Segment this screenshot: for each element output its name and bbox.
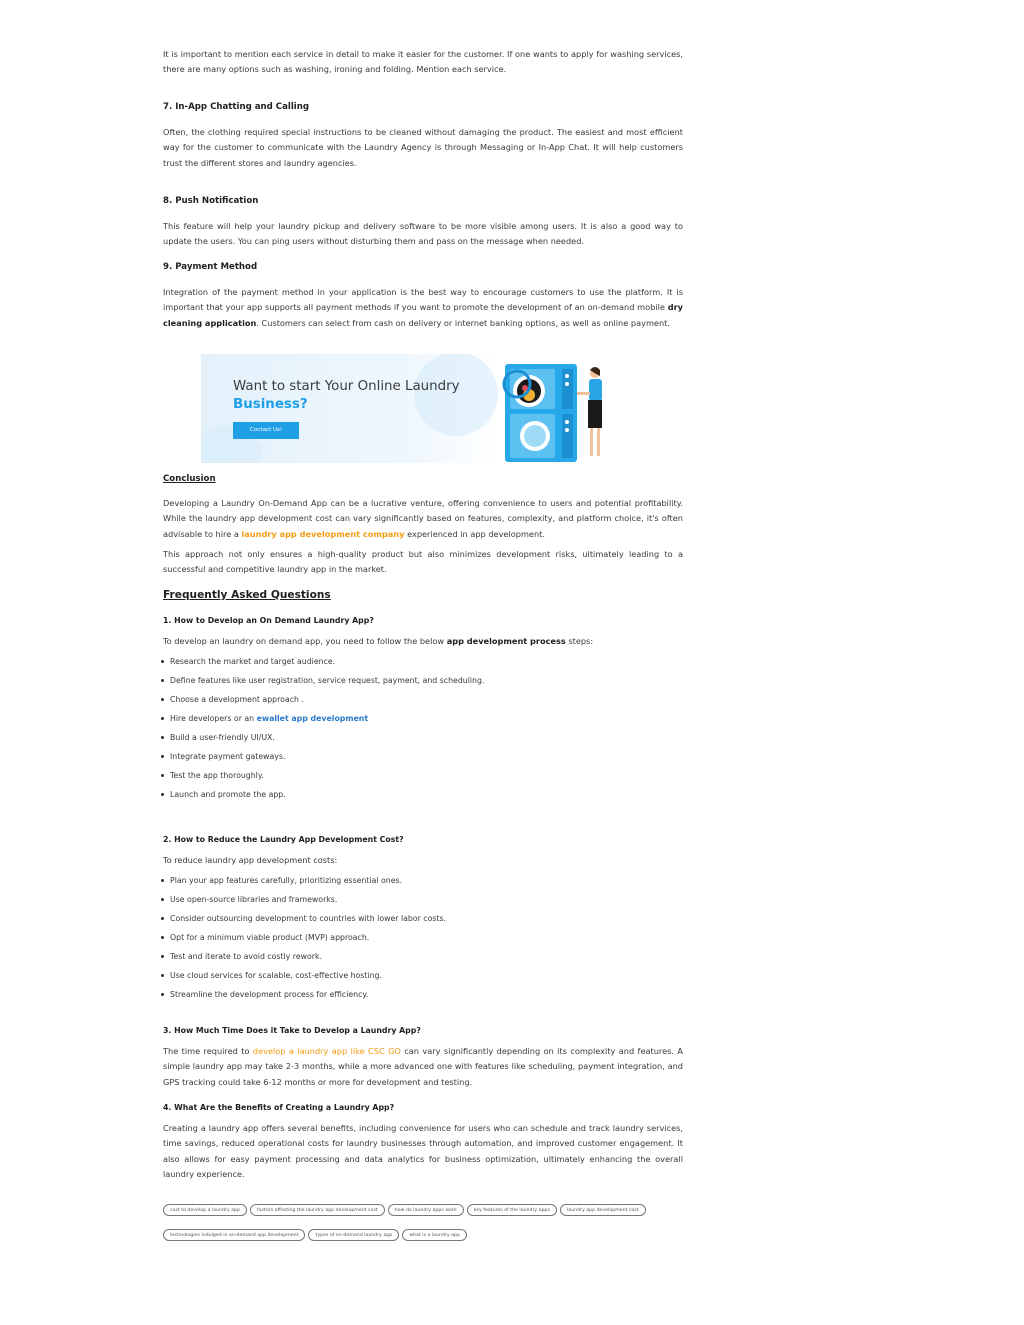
banner-title-line1: Want to start Your Online Laundry [233,379,460,394]
faq-q4-text: Creating a laundry app offers several benefits, including convenience for users who can schedule and track laundry services, time savings, reduced operational costs for laundry businesses through automation, and improved customer engagement. It also allows for easy payment processing and data analytics for business optimization, ultimately enhancing the overall laundry experience. [163,1123,683,1179]
tag[interactable]: factors affecting the laundry app development cost [250,1204,385,1216]
tag[interactable]: key features of the laundry apps [467,1204,557,1216]
section-9-text-end: . Customers can select from cash on delivery or internet banking options, as well as online payment. [256,317,670,328]
faq-q1-title: 1. How to Develop an On Demand Laundry App? [163,616,374,625]
section-8-body [163,219,683,250]
faq-q1-intro-start: To develop an laundry on demand app, you need to follow the below [163,636,447,646]
list-item: Choose a development approach . [163,694,683,713]
laundry-business-banner[interactable] [201,354,609,463]
list-item: Use cloud services for scalable, cost-effective hosting. [163,970,683,989]
faq-q1-intro-end: steps: [565,636,594,646]
list-item: Use open-source libraries and frameworks. [163,894,683,913]
faq-q2-list [163,875,683,1008]
list-item: Launch and promote the app. [163,789,683,808]
section-7-text: Often, the clothing required special instructions to be cleaned without damaging the product. The easiest and most efficient way for the customer to communicate with the Laundry Agency is through Messaging or In-App Chat. It will help customers trust the different stores and laundry agencies. [163,127,683,168]
faq-q3-title: 3. How Much Time Does it Take to Develop a Laundry App? [163,1026,421,1035]
conclusion-body [163,496,683,577]
app-development-process-bold: app development process [446,636,566,646]
list-item-text: Hire developers or an [170,714,257,724]
ewallet-app-development-link[interactable]: ewallet app development [256,714,369,724]
develop-laundry-app-link[interactable]: develop a laundry app like CSC GO [252,1046,401,1056]
tag[interactable]: how do laundry apps work [388,1204,464,1216]
faq-q4-title: 4. What Are the Benefits of Creating a Laundry App? [163,1103,395,1112]
faq-q3-text [163,1044,683,1090]
list-item: Define features like user registration, service request, payment, and scheduling. [163,675,683,694]
list-item: Test the app thoroughly. [163,770,683,789]
faq-q3-text-start: The time required to [163,1046,253,1056]
faq-heading: Frequently Asked Questions [163,589,331,601]
tag[interactable]: what is a laundry app [402,1229,467,1241]
faq-q2-title: 2. How to Reduce the Laundry App Development Cost? [163,835,404,844]
section-7-body [163,125,683,171]
conclusion-heading: Conclusion [163,474,216,484]
tag-list [163,1196,703,1246]
section-8-heading: 8. Push Notification [163,196,259,206]
section-8-text: This feature will help your laundry pickup and delivery software to be more visible among users. It is also a good way to update the users. You can ping users without disturbing them and pass on the message when needed. [163,221,683,247]
section-9-body [163,285,683,331]
conclusion-p1-start: Developing a Laundry On-Demand App can be a lucrative venture, offering convenience to users and potential profitability. While the laundry app development cost can vary significantly based on features, complexity, and platform choice, it's often advisable to hire a [163,498,683,539]
faq-q3-body [163,1044,683,1090]
tag[interactable]: cost to develop a laundry app [163,1204,247,1216]
dry-cleaning-application-bold: dry cleaning application [163,302,683,328]
faq-q3-text-end: can vary significantly depending on its complexity and features. A simple laundry app may take 2-3 months, while a more advanced one with features like scheduling, payment integration, and GPS tracking could take 6-12 months or more for development and testing. [163,1046,683,1087]
list-item: Research the market and target audience. [163,656,683,675]
conclusion-p1-end: experienced in app development. [404,528,545,539]
list-item: Build a user-friendly UI/UX. [163,732,683,751]
list-item [163,713,683,732]
list-item: Plan your app features carefully, prioritizing essential ones. [163,875,683,894]
section-7-heading: 7. In-App Chatting and Calling [163,102,309,112]
list-item: Integrate payment gateways. [163,751,683,770]
banner-title-line2: Business? [233,397,308,412]
tag[interactable]: laundry app development cost [560,1204,646,1216]
section-9-heading: 9. Payment Method [163,262,258,272]
list-item: Consider outsourcing development to countries with lower labor costs. [163,913,683,932]
faq-q2-intro-text: To reduce laundry app development costs: [163,855,338,865]
faq-q1-list [163,656,683,808]
faq-q2-intro [163,853,683,868]
tag[interactable]: technologies indulged in on-demand app development [163,1229,305,1241]
conclusion-paragraph-2: This approach not only ensures a high-quality product but also minimizes development risks, ultimately leading to a successful and competitive laundry app in the market. [163,548,683,575]
list-item: Opt for a minimum viable product (MVP) approach. [163,932,683,951]
section-9-text [163,285,683,331]
faq-q1-intro [163,634,683,649]
conclusion-paragraph-1 [163,496,683,542]
intro-paragraph [163,47,683,78]
faq-q1-intro-text [163,634,683,649]
section-9-text-start: Integration of the payment method in your application is the best way to encourage customers to use the platform. It is important that your app supports all payment methods if you want to promote the development of an on-demand mobile [163,287,683,313]
list-item: Streamline the development process for efficiency. [163,989,683,1008]
tag[interactable]: types of on-demand laundry app [308,1229,399,1241]
list-item: Test and iterate to avoid costly rework. [163,951,683,970]
contact-us-button[interactable]: Contact Us! [233,422,299,439]
faq-q4-body [163,1121,683,1182]
intro-text: It is important to mention each service in detail to make it easier for the customer. If one wants to apply for washing services, there are many options such as washing, ironing and folding. Mention each service. [163,49,683,75]
laundry-app-development-company-link[interactable]: laundry app development company [241,528,405,539]
